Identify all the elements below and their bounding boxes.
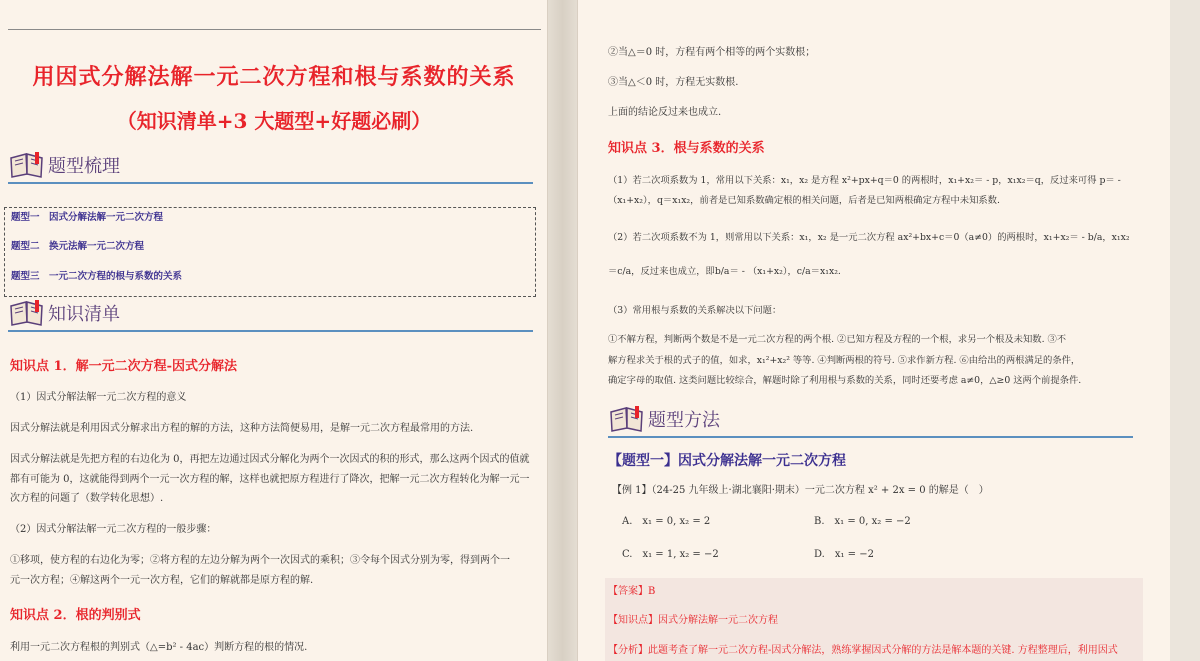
section-header-methods xyxy=(608,404,1133,438)
rp-l1: ②当△＝0 时，方程有两个相等的两个实数根； xyxy=(608,47,816,58)
section-title-knowledge: 知识清单 xyxy=(48,304,120,325)
kp3-p3: （3）常用根与系数的关系解决以下问题： xyxy=(608,305,782,316)
section-rule xyxy=(8,330,533,332)
option-a[interactable]: A. x₁ = 0, x₂ = 2 xyxy=(622,516,711,527)
kp1-p3b: 都有可能为 0，这就能得到两个一元一次方程的解，这样也就把原方程进行了降次，把解一元二次方程转化为解一元一 xyxy=(10,474,530,485)
section-rule xyxy=(608,436,1133,438)
knowledge-point: 【知识点】因式分解法解一元二次方程 xyxy=(608,615,778,626)
book-icon xyxy=(8,152,46,178)
left-page xyxy=(0,0,548,661)
kp3-p4a: ①不解方程，判断两个数是不是一元二次方程的两个根. ②已知方程及方程的一个根，求另一个根及未知数. ③不 xyxy=(608,334,1067,345)
viewer-margin xyxy=(1170,0,1200,661)
kp1-p4: （2）因式分解法解一元二次方程的一般步骤： xyxy=(10,524,217,535)
top-rule xyxy=(8,29,541,30)
kp3-p1a: （1）若二次项系数为 1，常用以下关系：x₁，x₂ 是方程 x²+px+q＝0 的两根时，x₁+x₂＝ - p，x₁x₂＝q，反过来可得 p＝ - xyxy=(608,175,1121,186)
option-d[interactable]: D. x₁ = −2 xyxy=(814,549,874,560)
toc-item-1[interactable]: 题型一 因式分解法解一元二次方程 xyxy=(11,212,164,223)
toc-box xyxy=(4,207,536,297)
rp-l3: 上面的结论反过来也成立. xyxy=(608,107,722,118)
kp1-p5b: 元一次方程；④解这两个一元一次方程，它们的解就都是原方程的解. xyxy=(10,575,314,586)
type1-heading: 【题型一】因式分解法解一元二次方程 xyxy=(608,453,846,469)
section-title-types: 题型梳理 xyxy=(48,156,120,177)
section-header-knowledge xyxy=(8,298,533,332)
answer: 【答案】B xyxy=(608,586,656,597)
section-header-types xyxy=(8,150,533,184)
section-rule xyxy=(8,182,533,184)
book-icon xyxy=(608,406,646,432)
example-1: 【例 1】（24-25 九年级上·湖北襄阳·期末）一元二次方程 x² + 2x = 0 的解是（ ） xyxy=(612,485,989,496)
kp1-title: 知识点 1．解一元二次方程-因式分解法 xyxy=(10,359,237,374)
kp1-p5a: ①移项，使方程的右边化为零；②将方程的左边分解为两个一次因式的乘积；③令每个因式分别为零，得到两个一 xyxy=(10,555,510,566)
kp2-p1: 利用一元二次方程根的判别式（△=b² - 4ac）判断方程的根的情况. xyxy=(10,642,308,653)
kp2-title: 知识点 2．根的判别式 xyxy=(10,608,141,623)
kp1-p3c: 次方程的问题了（数学转化思想）. xyxy=(10,493,164,504)
kp3-p4c: 确定字母的取值. 这类问题比较综合，解题时除了利用根与系数的关系，同时还要考虑 a≠0，△≥0 这两个前提条件. xyxy=(608,375,1082,386)
toc-item-3[interactable]: 题型三 一元二次方程的根与系数的关系 xyxy=(11,271,183,282)
kp1-p3a: 因式分解法就是先把方程的右边化为 0，再把左边通过因式分解化为两个一次因式的积的形式，那么这两个因式的值就 xyxy=(10,454,530,465)
doc-title: 用因式分解法解一元二次方程和根与系数的关系 xyxy=(32,64,516,90)
kp1-p1: （1）因式分解法解一元二次方程的意义 xyxy=(10,392,187,403)
section-title-methods: 题型方法 xyxy=(648,410,720,431)
kp3-p2b: ＝c/a，反过来也成立，即b/a＝ - （x₁+x₂），c/a＝x₁x₂. xyxy=(608,266,841,277)
kp3-p1b: （x₁+x₂），q＝x₁x₂，前者是已知系数确定根的相关问题，后者是已知两根确定方程中未知系数. xyxy=(608,195,1000,206)
page-gutter xyxy=(548,0,577,661)
toc-item-2[interactable]: 题型二 换元法解一元二次方程 xyxy=(11,241,145,252)
analysis: 【分析】此题考查了解一元二次方程-因式分解法，熟练掌握因式分解的方法是解本题的关键. 方程整理后，利用因式 xyxy=(608,645,1118,656)
option-c[interactable]: C. x₁ = 1, x₂ = −2 xyxy=(622,549,719,560)
kp1-p2: 因式分解法就是利用因式分解求出方程的解的方法，这种方法简便易用，是解一元二次方程最常用的方法. xyxy=(10,423,474,434)
doc-subtitle: （知识清单+3 大题型+好题必刷） xyxy=(116,109,432,133)
kp3-p2a: （2）若二次项系数不为 1，则常用以下关系：x₁，x₂ 是一元二次方程 ax²+bx+c＝0（a≠0）的两根时，x₁+x₂＝ - b/a，x₁x₂ xyxy=(608,232,1130,243)
option-b[interactable]: B. x₁ = 0, x₂ = −2 xyxy=(814,516,911,527)
kp3-title: 知识点 3．根与系数的关系 xyxy=(608,141,765,156)
book-icon xyxy=(8,300,46,326)
kp3-p4b: 解方程求关于根的式子的值，如求，x₁²+x₂² 等等. ④判断两根的符号. ⑤求作新方程. ⑥由给出的两根满足的条件， xyxy=(608,355,1081,366)
rp-l2: ③当△＜0 时，方程无实数根. xyxy=(608,77,739,88)
